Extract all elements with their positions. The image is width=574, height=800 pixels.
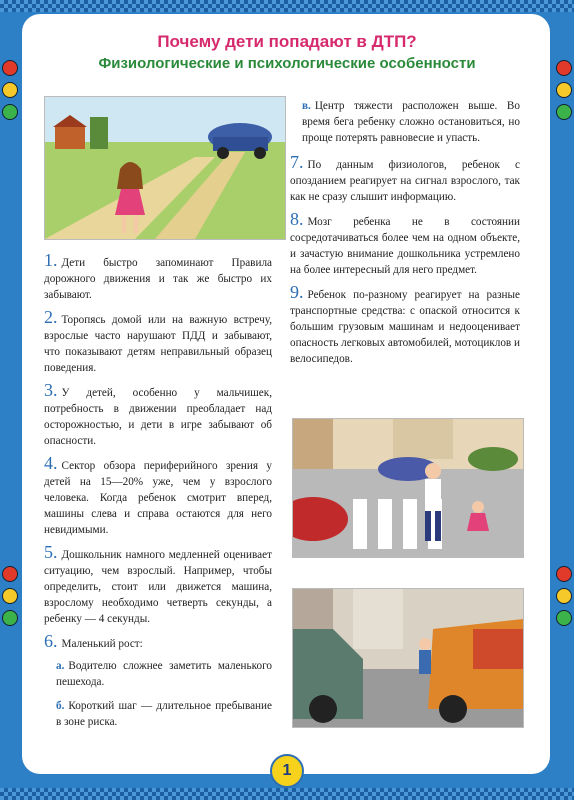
page-title: Почему дети попадают в ДТП? xyxy=(157,32,417,51)
sub-item: а. Водителю сложнее заметить маленького пешехода. xyxy=(56,660,272,688)
list-item: 1. Дети быстро запоминают Правила дорожного движения и так же быстро их забывают. xyxy=(44,250,272,301)
yellow-light-icon xyxy=(2,588,18,604)
list-item: 4. Сектор обзора периферийного зрения у детей на 15—20% уже, чем у взрослого человека. Когда ребенок смотрит вперед, машины слева и справа остаются для него невидимыми. xyxy=(44,453,272,536)
traffic-lights-right xyxy=(556,60,572,632)
list-item: 7. По данным физиологов, ребенок с опозданием реагирует на сигнал взрослого, так как не сразу слышит информацию. xyxy=(290,152,520,203)
left-text-column xyxy=(44,252,272,738)
green-light-icon xyxy=(2,104,18,120)
checker-border-bottom xyxy=(0,788,574,800)
yellow-light-icon xyxy=(2,82,18,98)
traffic-lights-left xyxy=(2,60,18,632)
list-item: 6. Маленький рост: xyxy=(44,631,143,651)
list-item: 5. Дошкольник намного медленней оценивает ситуацию, чем взрослый. Например, чтобы определить, стоит или движется машина, взрослому необходимо четверть секунды, а ребенку — 4 секунды. xyxy=(44,542,272,625)
right-text-column xyxy=(290,98,520,373)
red-light-icon xyxy=(556,566,572,582)
illustration-crossing xyxy=(292,418,524,558)
list-item: 8. Мозг ребенка не в состоянии сосредотачиваться более чем на одном объекте, и зачастую внимание дошкольника устремлено на более интересный для него предмет. xyxy=(290,209,520,276)
yellow-light-icon xyxy=(556,82,572,98)
page-number-badge: 1 xyxy=(270,754,304,788)
sub-item: б. Короткий шаг — длительное пребывание в зоне риска. xyxy=(56,700,272,728)
illustration-truck-and-car xyxy=(292,588,524,728)
page-subtitle: Физиологические и психологические особенности xyxy=(98,55,476,72)
green-light-icon xyxy=(556,104,572,120)
green-light-icon xyxy=(2,610,18,626)
list-item: 3. У детей, особенно у мальчишек, потребность в движении преобладает над осторожностью, и дети в игре забывают об опасности. xyxy=(44,380,272,447)
green-light-icon xyxy=(556,610,572,626)
red-light-icon xyxy=(2,566,18,582)
yellow-light-icon xyxy=(556,588,572,604)
illustration-girl-on-road xyxy=(44,96,286,240)
list-item: 9. Ребенок по-разному реагирует на разные транспортные средства: с опаской относится к большим грузовым машинам и недооценивает опасность легковых автомобилей, мотоциклов и велосипедов. xyxy=(290,282,520,365)
list-item: 2. Торопясь домой или на важную встречу, взрослые часто нарушают ПДД и забывают, что показывают детям неправильный образец поведения. xyxy=(44,307,272,374)
sub-item: в. Центр тяжести расположен выше. Во время бега ребенку сложно остановиться, но проще потерять равновесие и упасть. xyxy=(302,100,520,144)
checker-border-top xyxy=(0,0,574,12)
